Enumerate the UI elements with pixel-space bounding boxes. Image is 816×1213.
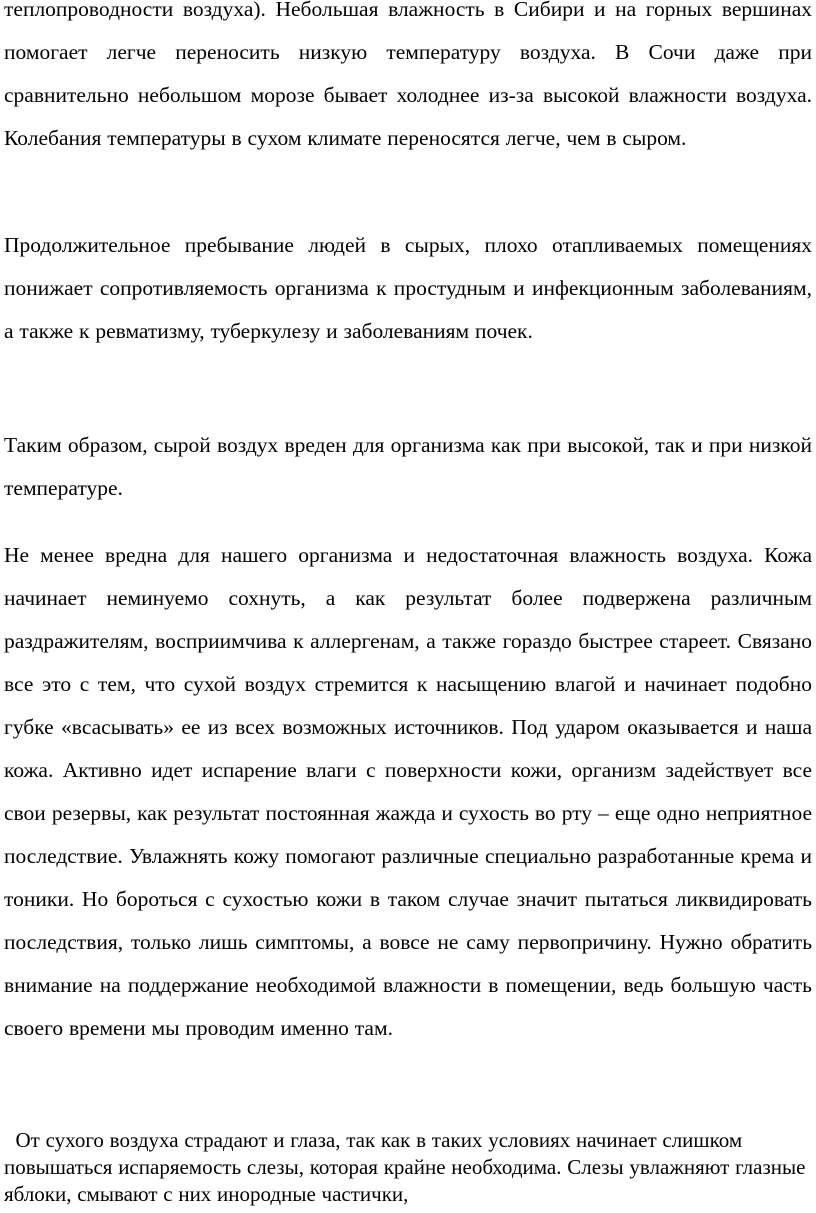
paragraph-humidity-siberia: теплопроводности воздуха). Небольшая влажность в Сибири и на горных вершинах помогает легче переносить низкую температуру воздуха. В Сочи даже при сравнительно небольшом морозе бывает холоднее из-за высокой влажности воздуха. Колебания температуры в сухом климате переносятся легче, чем в сыром. — [4, 0, 812, 150]
paragraph-dry-air-skin: Не менее вредна для нашего организма и недостаточная влажность воздуха. Кожа начинает неминуемо сохнуть, а как результат более подвержена различным раздражителям, восприимчива к аллергенам, а также гораздо быстрее стареет. Связано все это с тем, что сухой воздух стремится к насыщению влагой и начинает подобно губке «всасывать» ее из всех возможных источников. Под ударом оказывается и наша кожа. Активно идет испарение влаги с поверхности кожи, организм задействует все свои резервы, как результат постоянная жажда и сухость во рту – еще одно неприятное последствие. Увлажнять кожу помогают различные специально разработанные крема и тоники. Но бороться с сухостью кожи в таком случае значит пытаться ликвидировать последствия, только лишь симптомы, а вовсе не саму первопричину. Нужно обратить внимание на поддержание необходимой влажности в помещении, ведь большую часть своего времени мы проводим именно там. — [4, 543, 812, 1040]
paragraph-conclusion-damp-air: Таким образом, сырой воздух вреден для организма как при высокой, так и при низкой температуре. — [4, 433, 812, 500]
paragraph-damp-rooms: Продолжительное пребывание людей в сырых, плохо отапливаемых помещениях понижает сопротивляемость организма к простудным и инфекционным заболеваниям, а также к ревматизму, туберкулезу и заболеваниям почек. — [4, 233, 812, 343]
paragraph-dry-air-eyes: От сухого воздуха страдают и глаза, так как в таких условиях начинает слишком повышаться испаряемость слезы, которая крайне необходима. Слезы увлажняют глазные яблоки, смывают с них инородные частички, — [4, 1128, 812, 1206]
